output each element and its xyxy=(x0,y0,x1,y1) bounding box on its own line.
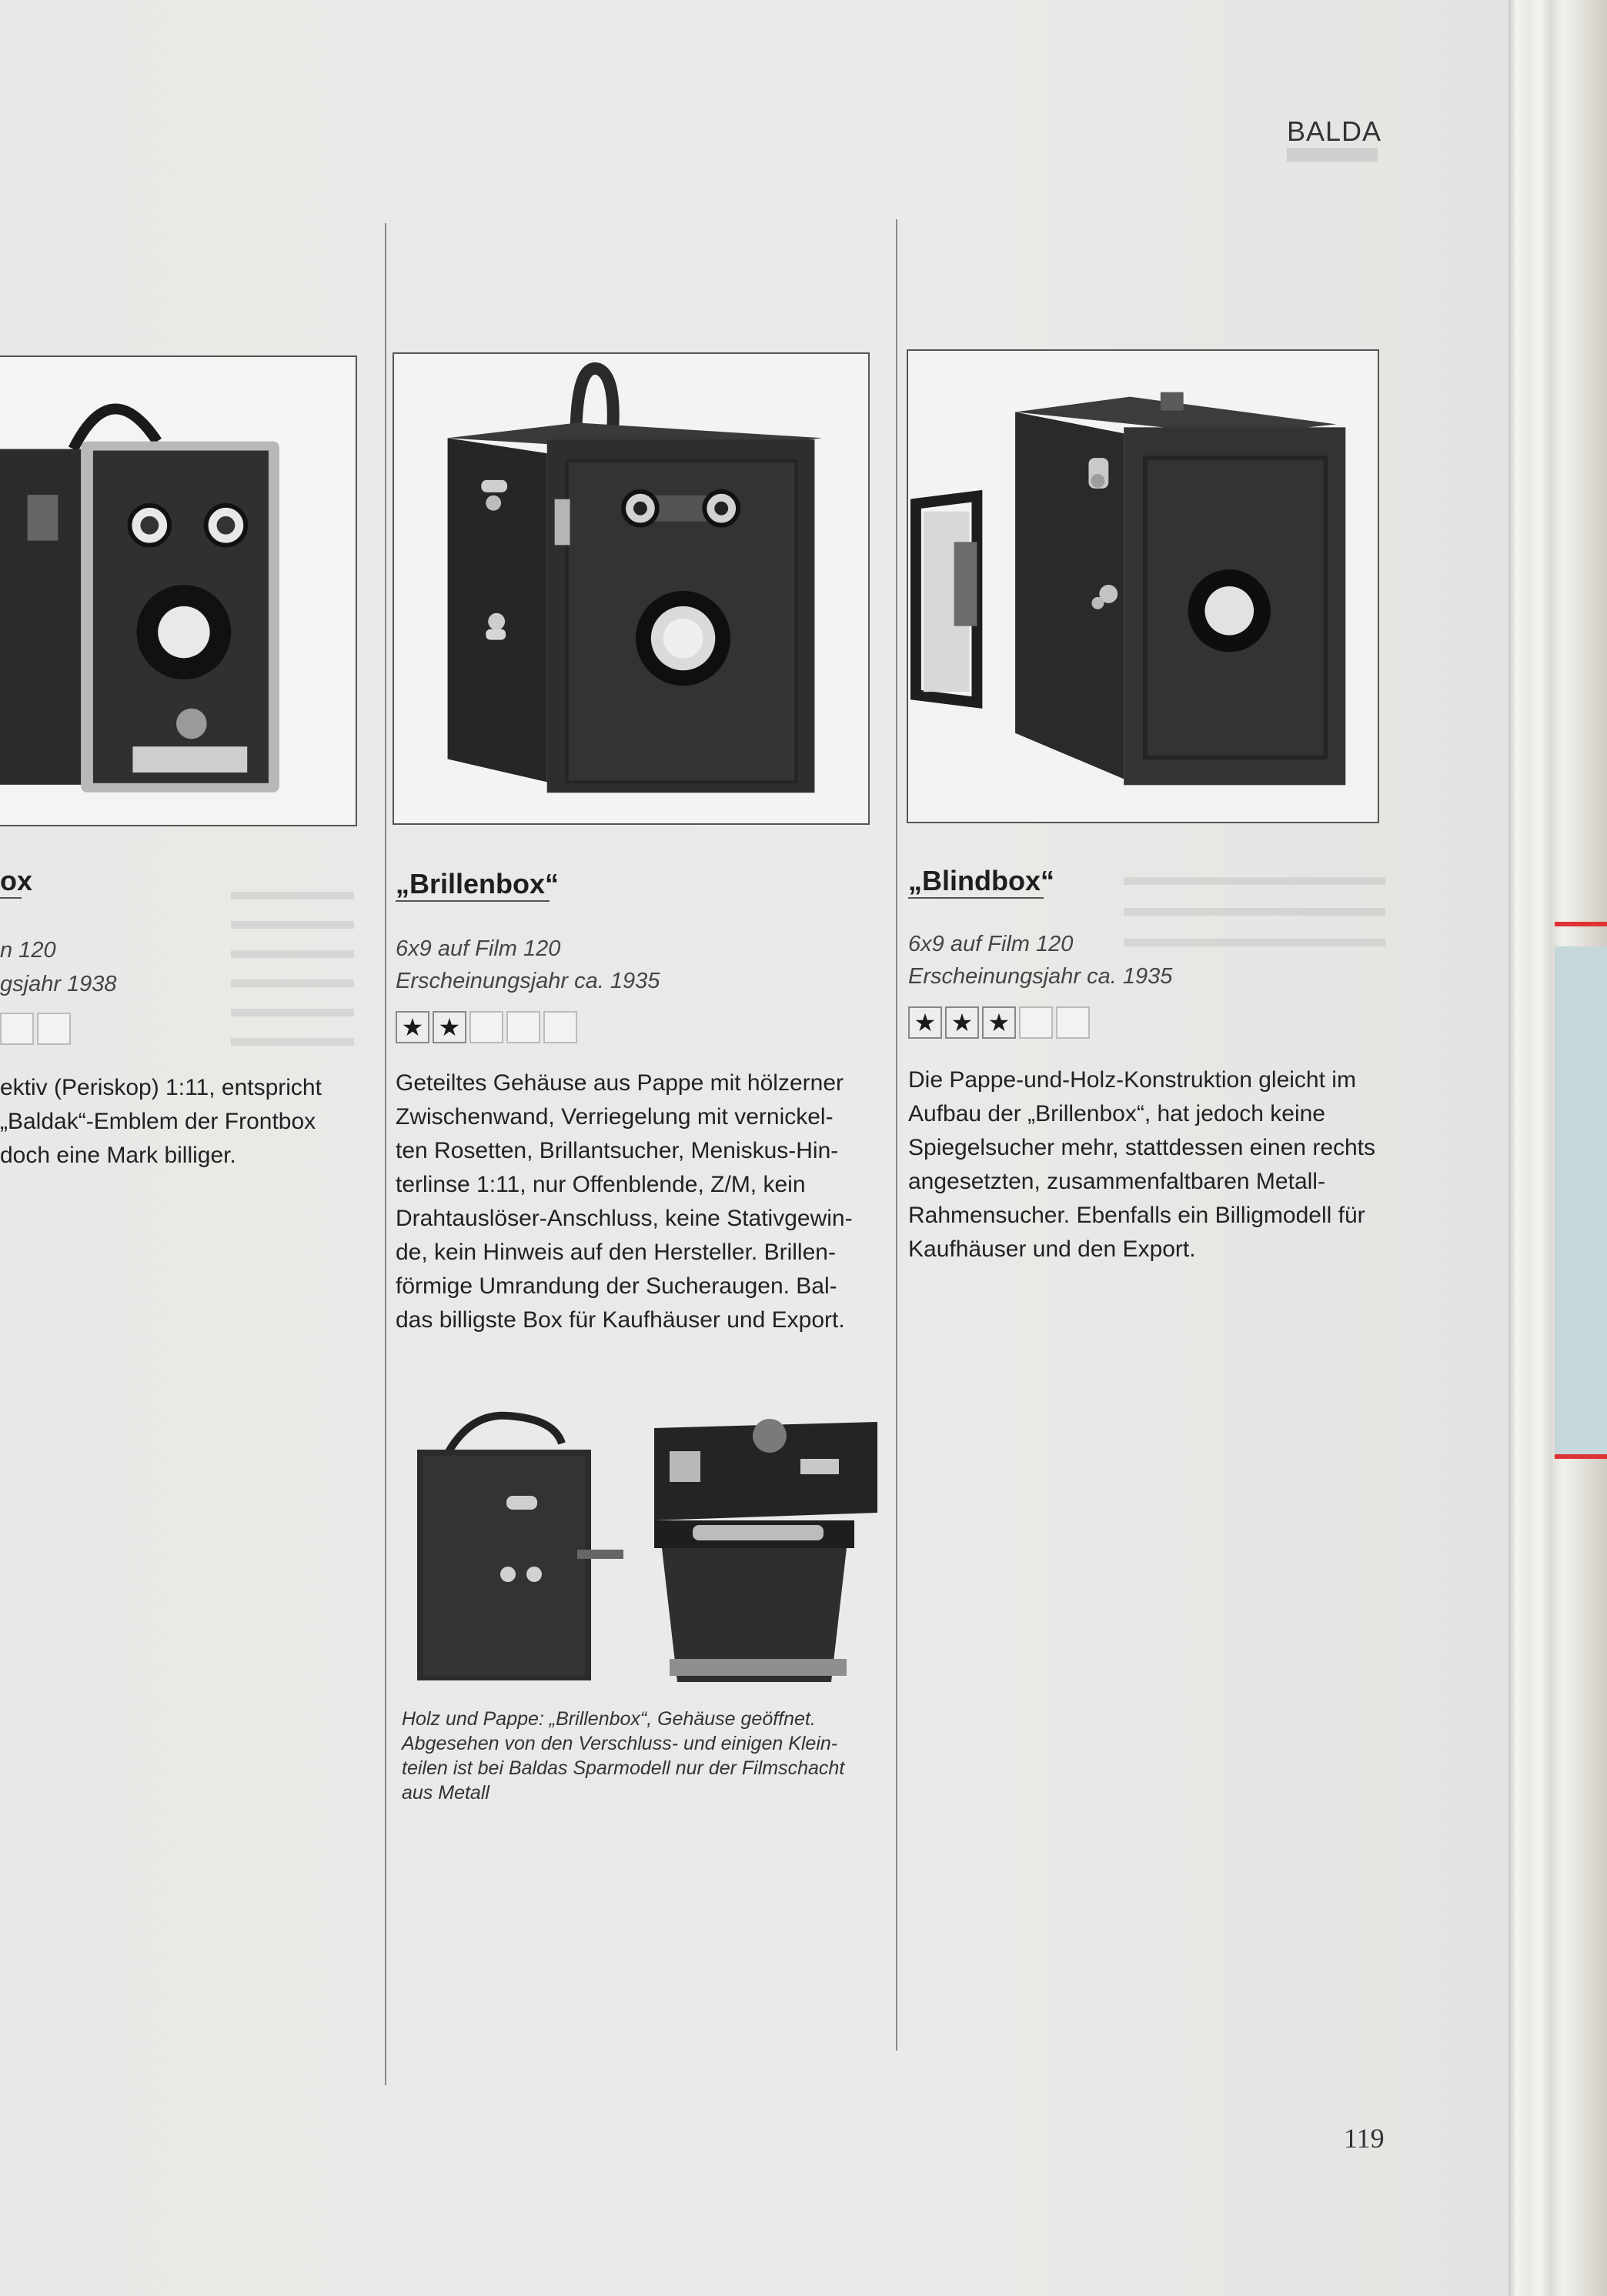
text-line: aus Metall xyxy=(402,1782,489,1804)
text-line: Kaufhäuser und den Export. xyxy=(908,1236,1196,1262)
text-line: Zwischenwand, Verriegelung mit vernickel- xyxy=(396,1104,834,1130)
frontbox-format: n 120 xyxy=(0,938,56,963)
brillenbox-rating xyxy=(396,1011,577,1043)
rating-star-icon: ★ xyxy=(945,1006,979,1039)
blindbox-photo xyxy=(907,349,1379,823)
page-number: 119 xyxy=(1344,2123,1385,2154)
text-line: Spiegelsucher mehr, stattdessen einen rechts xyxy=(908,1135,1376,1160)
brillenbox-title-rule xyxy=(396,900,550,902)
text-line: angesetzten, zusammenfaltbaren Metall- xyxy=(908,1169,1325,1194)
brillenbox-photo xyxy=(393,352,870,825)
brillenbox-year: Erscheinungsjahr ca. 1935 xyxy=(396,969,660,993)
brillenbox-opened-image xyxy=(400,1405,893,1702)
rating-star-icon: ★ xyxy=(396,1011,429,1043)
text-line: das billigste Box für Kaufhäuser und Export. xyxy=(396,1307,845,1333)
rating-empty-box xyxy=(506,1011,540,1043)
blindbox-rating xyxy=(908,1006,1090,1039)
rating-empty-box xyxy=(543,1011,577,1043)
column-rule-right xyxy=(896,219,897,2051)
brillenbox-title: „Brillenbox“ xyxy=(396,868,560,899)
frontbox-description xyxy=(0,1071,354,1173)
text-line: de, kein Hinweis auf den Hersteller. Brillen- xyxy=(396,1240,836,1265)
text-line: Rahmensucher. Ebenfalls ein Billigmodell für xyxy=(908,1203,1365,1228)
book-edge xyxy=(1508,0,1607,2296)
blindbox-title: „Blindbox“ xyxy=(908,865,1054,896)
blindbox-camera-image xyxy=(908,351,1378,822)
blindbox-year: Erscheinungsjahr ca. 1935 xyxy=(908,964,1173,989)
text-line: förmige Umrandung der Sucheraugen. Bal- xyxy=(396,1273,837,1299)
brillenbox-opened-photo xyxy=(400,1405,893,1702)
text-line: Drahtauslöser-Anschluss, keine Stativgewin- xyxy=(396,1206,853,1231)
rating-empty-box xyxy=(1056,1006,1090,1039)
section-header-bar xyxy=(1287,148,1378,162)
text-line: „Baldak“-Emblem der Frontbox xyxy=(0,1109,316,1134)
text-line: terlinse 1:11, nur Offenblende, Z/M, kein xyxy=(396,1172,806,1197)
frontbox-photo xyxy=(0,355,357,826)
column-rule-left xyxy=(385,223,386,2085)
register-mark-top xyxy=(1555,922,1607,926)
text-line: Aufbau der „Brillenbox“, hat jedoch keine xyxy=(908,1101,1325,1126)
frontbox-camera-image xyxy=(0,357,356,825)
rating-empty-box xyxy=(0,1013,34,1045)
text-line: Abgesehen von den Verschluss- und einigen Klein- xyxy=(402,1733,838,1754)
rating-empty-box xyxy=(37,1013,71,1045)
rating-empty-box xyxy=(469,1011,503,1043)
bleed-through-text-right xyxy=(1124,862,1385,969)
rating-star-icon: ★ xyxy=(982,1006,1016,1039)
register-mark-bottom xyxy=(1555,1454,1607,1459)
brillenbox-description xyxy=(396,1066,888,1337)
brillenbox-camera-image xyxy=(394,354,868,823)
blindbox-title-rule xyxy=(908,897,1044,899)
text-line: Holz und Pappe: „Brillenbox“, Gehäuse geöffnet. xyxy=(402,1708,816,1730)
rating-star-icon: ★ xyxy=(433,1011,466,1043)
frontbox-title-rule xyxy=(0,897,22,899)
text-line: teilen ist bei Baldas Sparmodell nur der Filmschacht xyxy=(402,1757,845,1779)
rating-star-icon: ★ xyxy=(908,1006,942,1039)
brillenbox-format: 6x9 auf Film 120 xyxy=(396,936,561,961)
section-header: BALDA xyxy=(1287,115,1382,147)
blindbox-description xyxy=(908,1063,1401,1266)
frontbox-rating xyxy=(0,1013,71,1045)
text-line: doch eine Mark billiger. xyxy=(0,1143,236,1168)
blindbox-format: 6x9 auf Film 120 xyxy=(908,932,1074,956)
frontbox-title: ox xyxy=(0,865,33,896)
register-tab xyxy=(1555,946,1607,1454)
frontbox-year: gsjahr 1938 xyxy=(0,972,117,996)
text-line: ektiv (Periskop) 1:11, entspricht xyxy=(0,1075,322,1100)
text-line: Geteiltes Gehäuse aus Pappe mit hölzerner xyxy=(396,1070,844,1096)
rating-empty-box xyxy=(1019,1006,1053,1039)
bleed-through-text xyxy=(231,881,354,1067)
opened-photo-caption xyxy=(402,1707,894,1805)
text-line: Die Pappe-und-Holz-Konstruktion gleicht im xyxy=(908,1067,1356,1093)
text-line: ten Rosetten, Brillantsucher, Meniskus-Hin- xyxy=(396,1138,839,1163)
